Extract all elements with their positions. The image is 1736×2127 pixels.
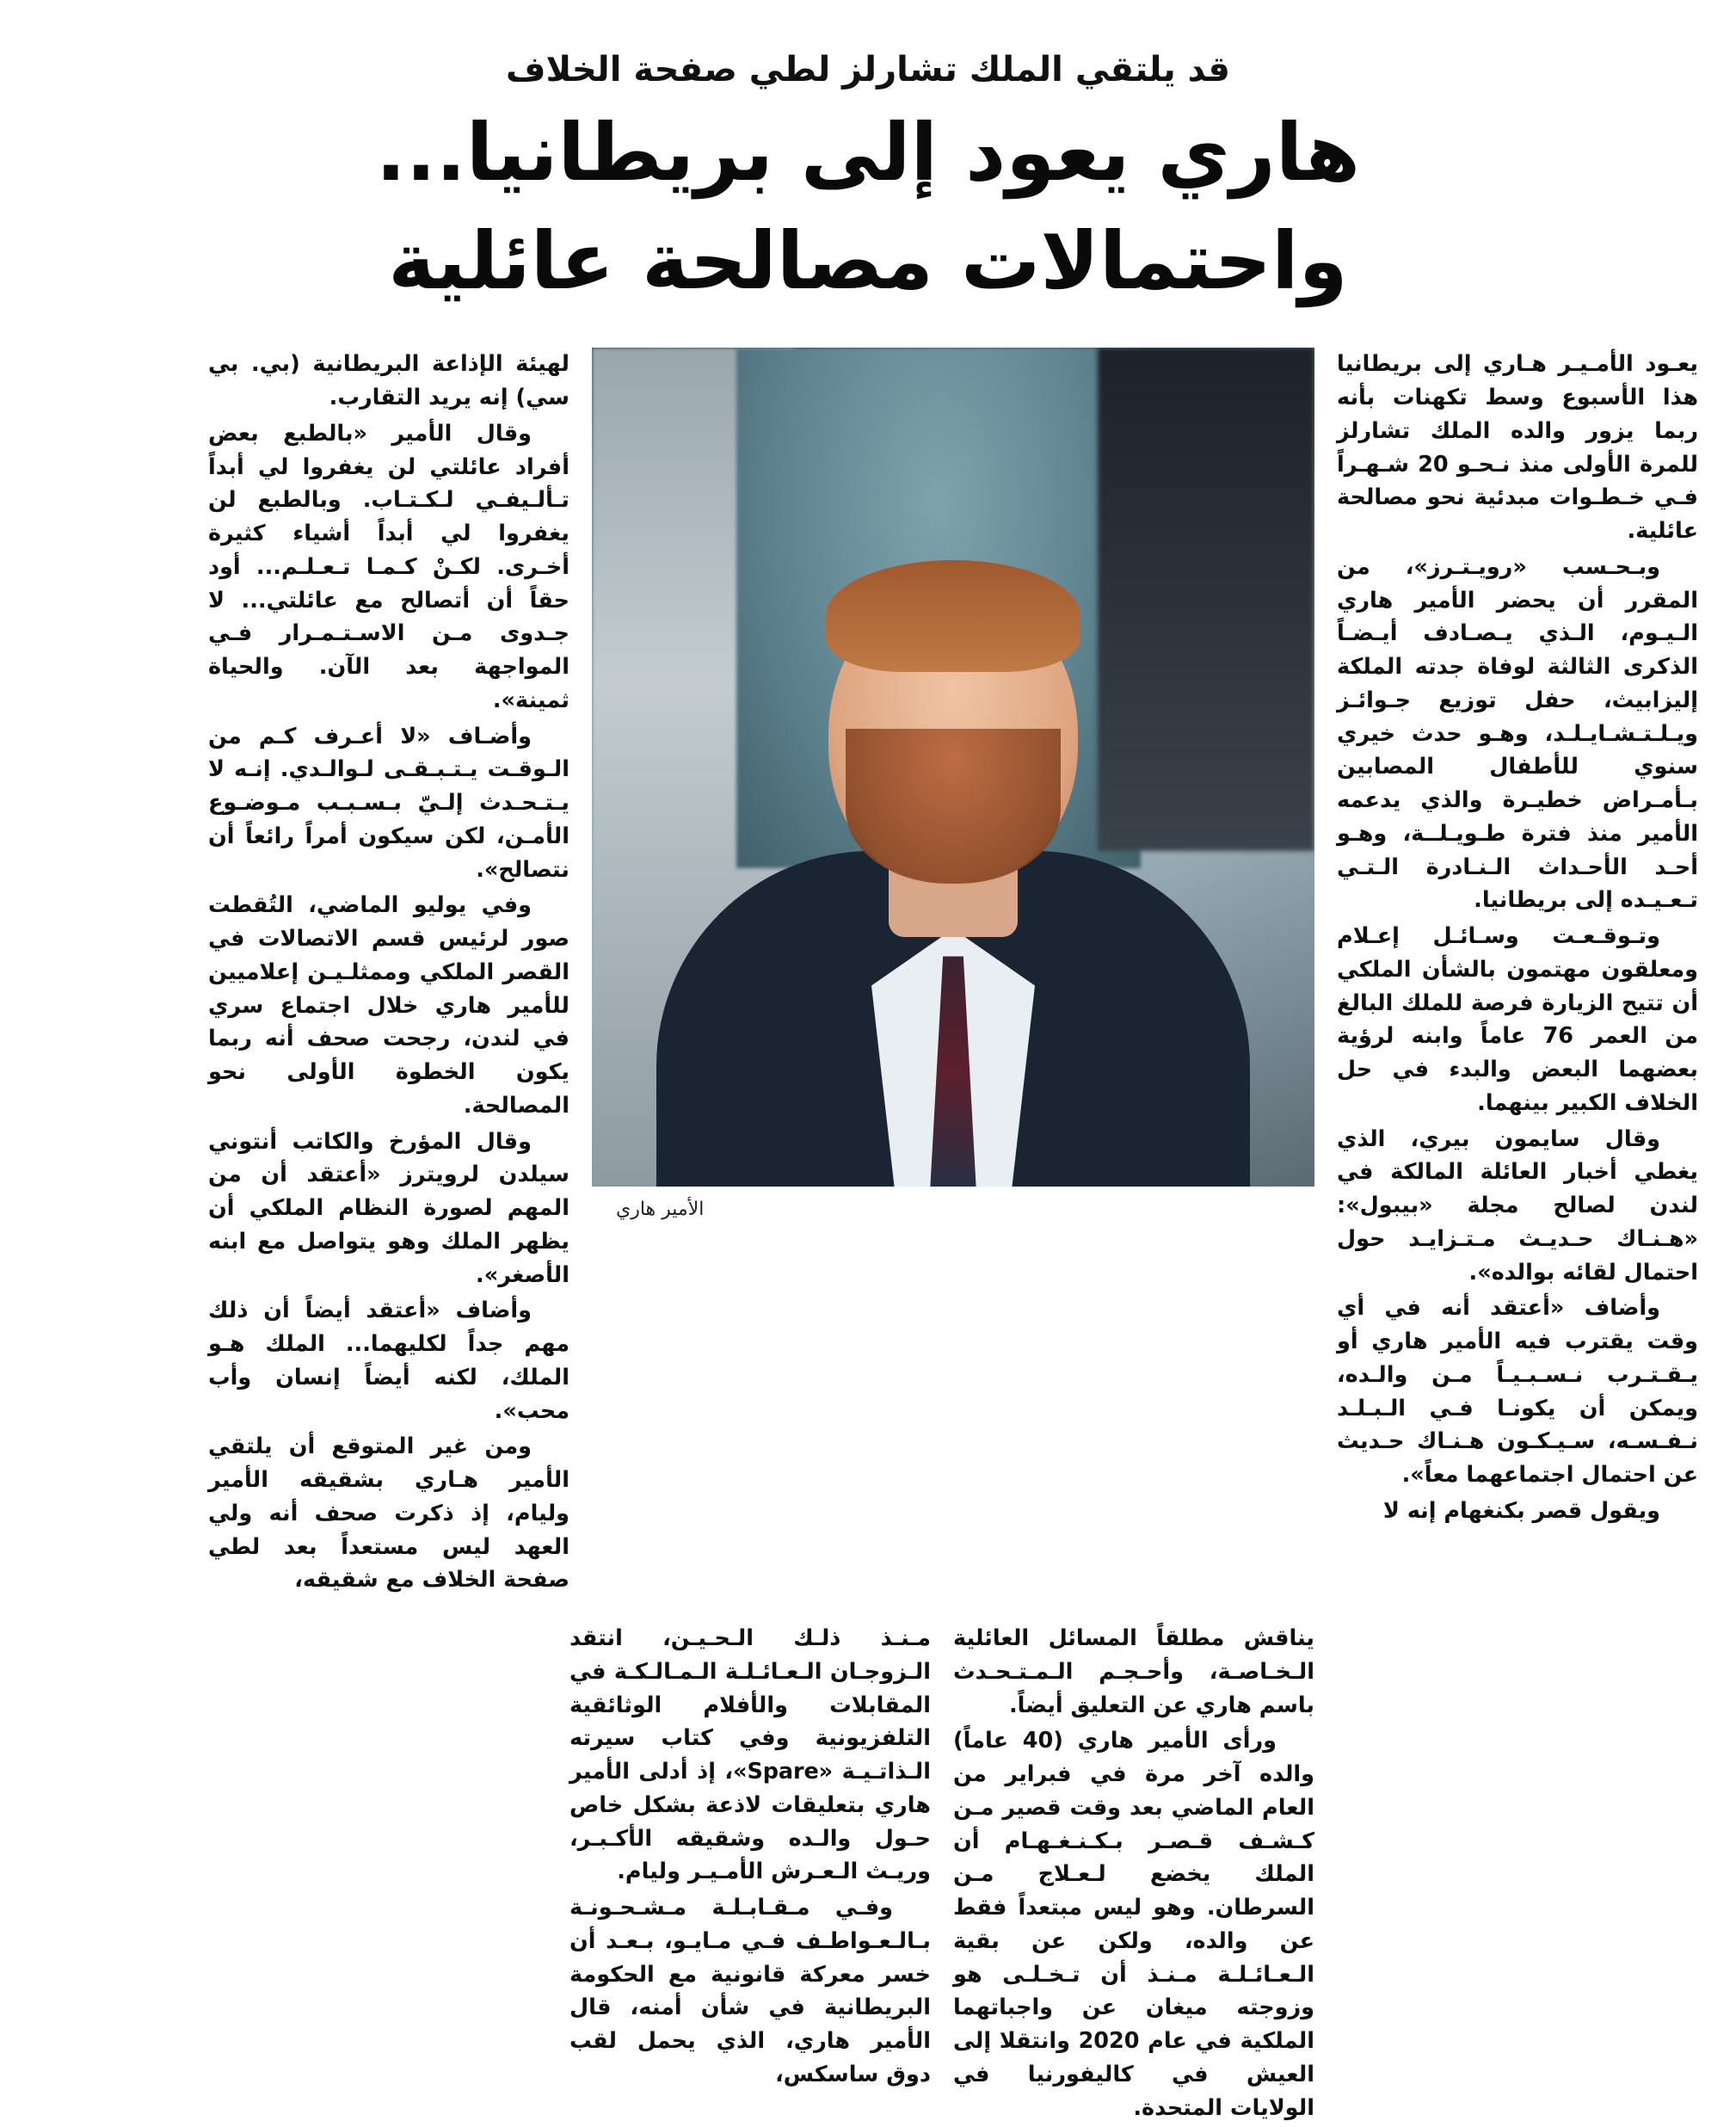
paragraph: لهيئة الإذاعة البريطانية (بي. بي سي) إنه يريد التقارب. [208, 351, 569, 411]
paragraph: مـنـذ ذلـك الـحـيـن، انتقد الـزوجـان الـعـائـلـة الـمـالـكـة في المقابلات والأفلام الوثائقية التلفزيونية وفي كتاب سيرته الـذاتـيـة «Spare»، إذ أدلى الأمير هاري بتعليقات لاذعة بشكل خاص حـول والـده وشقيقه الأكـبـر، وريـث الـعـرش الأمـيـر وليام. [569, 1625, 932, 1885]
paragraph: يعـود الأمـيـر هـاري إلى بريطانيا هذا الأسبوع وسط تكهنات بأنه ربما يزور والده الملك تشارلز للمرة الأولى منذ نـحـو 20 شـهـراً فـي خـطـوات مبدئية نحو مصالحة عائلية. [1337, 351, 1699, 545]
headline-line-1: هاري يعود إلى بريطانيا... [375, 107, 1361, 199]
paragraph: وفي يوليو الماضي، التُقطت صور لرئيس قسم الاتصالات في القصر الملكي وممثلـيـن إعلاميين للأمير هاري خلال اجتماع سري في لندن، رجحت صحف أنه ربما يكون الخطوة الأولى نحو المصالحة. [208, 892, 569, 1119]
paragraph: ويقول قصر بكنغهام إنه لا [1382, 1497, 1660, 1524]
body-column-lower-2 [569, 1622, 931, 2094]
body-column-lower-1 [953, 1622, 1314, 2127]
headline-spacer [38, 310, 1698, 348]
paragraph: وفـي مـقـابـلـة مـشـحـونـة بـالـعـواطـف فـي مـايـو، بـعـد أن خسر معركة قانونية مع الحكومة البريطانية في شأن أمنه، قال الأمير هاري، الذي يحمل لقب دوق ساسكس، [569, 1895, 931, 2087]
paragraph: وقال الأمير «بالطبع بعض أفراد عائلتي لن يغفروا لي أبداً تـألـيفـي لـكـتـاب. وبالطبع لن يغفروا لي أبداً أشياء كثيرة أخـرى. لكـنْ كـمـا تـعـلـم... أود حقاً أن أتصالح مع عائلتي... لا جـدوى مـن الاسـتـمـرار فـي المواجهة بعد الآن. والحياة ثمينة». [208, 420, 569, 713]
paragraph: وأضاف «أعتقد أنه في أي وقت يقترب فيه الأمير هاري أو يـقـتـرب نـسـبـيـاً مـن والـده، ويمكن أن يكونـا فـي الـبـلـد نـفـسـه، سـيـكـون هـنـاك حـديث عن احتمال اجتماعهما معاً». [1337, 1295, 1698, 1489]
paragraph: ومن غير المتوقع أن يلتقي الأمير هـاري بشقيقه الأمير وليام، إذ ذكرت صحف أنه ولي العهد ليس مستعداً بعد لطي صفحة الخلاف مع شقيقه، [208, 1433, 569, 1594]
headline-line-2: واحتمالات مصالحة عائلية [388, 215, 1348, 308]
photo-beard [846, 729, 1061, 884]
paragraph: وقال سايمون بيري، الذي يغطي أخبار العائلة المالكة في لندن لصالح مجلة «بيبول»: «هـنـاك حـديـث مـتـزايـد حول احتمال لقائه بوالده». [1337, 1125, 1698, 1285]
paragraph: ورأى الأمير هاري (40 عاماً) والده آخر مرة في فبراير من العام الماضي بعد وقت قصير مـن كـشـف قـصـر بـكـنـغـهـام أن الملك يخضع لـعـلاج مـن السرطان. وهو ليس مبتعداً فقط عن والده، ولكن عن بقية الـعـائـلـة مـنـذ أن تـخـلـى هو وزوجته ميغان عن واجباتهما الملكية في عام 2020 وانتقلا إلى العيش في كاليفورنيا في الولايات المتحدة. [953, 1728, 1314, 2121]
article-photo-zone [592, 348, 1314, 1220]
photo-hair [826, 560, 1080, 672]
article-kicker: قد يلتقي الملك تشارلز لطي صفحة الخلاف [506, 50, 1230, 89]
article-photo [592, 348, 1314, 1187]
photo-background-right [1098, 348, 1314, 851]
paragraph: وتـوقـعـت وسـائـل إعـلام ومعلقون مهتمون بالشأن الملكي أن تتيح الزيارة فرصة للملك البالغ من العمر 76 عاماً وابنه لرؤية بعضهما البعض والبدء في حل الخلاف الكبير بينهما. [1337, 923, 1698, 1116]
article-headline [38, 105, 1698, 310]
paragraph: وأضـاف «لا أعـرف كـم من الـوقـت يـتـبـقـى لـوالـدي. إنـه لا يـتـحـدث إلـيّ بـسـبـب مـوضـوع الأمـن، لكن سيكون أمراً رائعاً أن نتصالح». [208, 723, 569, 883]
body-column-left [208, 348, 569, 1600]
photo-caption: الأمير هاري [616, 1199, 705, 1221]
body-column-right [1337, 348, 1698, 1530]
lower-body [38, 1622, 1698, 2127]
paragraph: وبـحـسب «رويـتـرز»، من المقرر أن يحضر الأمير هاري الـيـوم، الـذي يـصـادف أيـضـاً الذكرى الثالثة لوفاة جدته الملكة إليزابيث، حفل توزيع جـوائـز ويـلـتـشـايـلـد، وهـو حدث خيري سنوي للأطفال المصابين بـأمـراض خطيـرة والذي يدعمه الأمير منذ فترة طـويـلــة، وهـو أحـد الأحـداث الـنـادرة الـتـي تـعـيـده إلى بريطانيا. [1337, 553, 1698, 914]
paragraph: يناقش مطلقاً المسائل العائلية الـخـاصـة، وأحـجـم الـمـتـحـدث باسم هاري عن التعليق أيضاً. [953, 1625, 1314, 1718]
upper-body [38, 348, 1698, 1600]
paragraph: وقال المؤرخ والكاتب أنتوني سيلدن لرويترز «أعتقد أن من المهم لصورة النظام الملكي أن يظهر الملك وهو يتواصل مع ابنه الأصغر». [208, 1128, 569, 1288]
paragraph: وأضاف «أعتقد أيضاً أن ذلك مهم جداً لكليهما... الملك هـو الملك، لكنه أيضاً إنسان وأب محب». [208, 1298, 569, 1424]
